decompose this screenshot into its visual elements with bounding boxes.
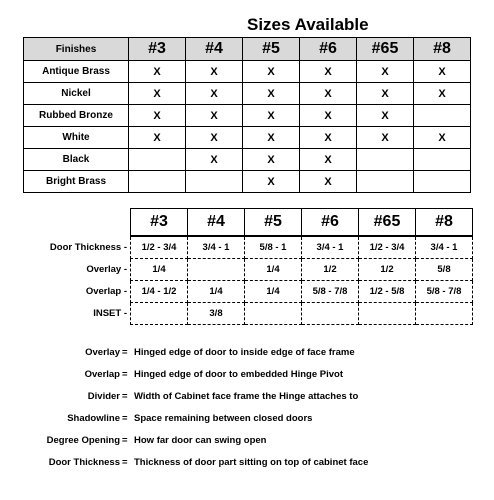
availability-cell bbox=[129, 149, 186, 171]
dimension-cell: 1/4 bbox=[188, 281, 245, 303]
dim-size-header-5: #5 bbox=[245, 209, 302, 237]
availability-cell: X bbox=[129, 83, 186, 105]
availability-cell: X bbox=[129, 127, 186, 149]
availability-cell: X bbox=[414, 61, 471, 83]
definition-equals: = bbox=[122, 435, 128, 446]
availability-cell: X bbox=[243, 171, 300, 193]
availability-cell: X bbox=[357, 83, 414, 105]
availability-cell: X bbox=[129, 61, 186, 83]
definitions-list bbox=[0, 347, 494, 479]
dimension-label: Overlap - bbox=[85, 286, 127, 297]
availability-cell: X bbox=[300, 171, 357, 193]
finish-label: White bbox=[24, 127, 129, 149]
definition-term: Divider bbox=[87, 391, 120, 402]
dimension-cell: 1/2 - 5/8 bbox=[359, 281, 416, 303]
dimension-cell: 1/4 - 1/2 bbox=[131, 281, 188, 303]
dimension-cell: 1/4 bbox=[131, 259, 188, 281]
finish-row bbox=[24, 171, 471, 193]
availability-cell: X bbox=[414, 127, 471, 149]
finish-label: Bright Brass bbox=[24, 171, 129, 193]
dimension-label: Overlay - bbox=[86, 264, 127, 275]
dimension-cell: 3/8 bbox=[188, 303, 245, 325]
finish-label: Black bbox=[24, 149, 129, 171]
availability-cell bbox=[414, 149, 471, 171]
finishes-header-row bbox=[24, 38, 471, 61]
dimension-cell: 5/8 bbox=[416, 259, 473, 281]
dim-size-header-4: #4 bbox=[188, 209, 245, 237]
availability-cell: X bbox=[357, 127, 414, 149]
availability-cell: X bbox=[129, 105, 186, 127]
definition-description: Space remaining between closed doors bbox=[134, 413, 313, 424]
availability-cell: X bbox=[186, 149, 243, 171]
availability-cell: X bbox=[186, 105, 243, 127]
size-header-4: #4 bbox=[186, 38, 243, 61]
definition-description: Thickness of door part sitting on top of cabinet face bbox=[134, 457, 369, 468]
availability-cell: X bbox=[186, 61, 243, 83]
dimensions-table bbox=[23, 208, 473, 325]
dimension-cell: 3/4 - 1 bbox=[416, 236, 473, 259]
dimension-cell: 1/4 bbox=[245, 281, 302, 303]
page-title: Sizes Available bbox=[247, 15, 369, 34]
dimension-row bbox=[23, 259, 473, 281]
dimension-cell: 1/2 bbox=[359, 259, 416, 281]
availability-cell: X bbox=[300, 105, 357, 127]
availability-cell bbox=[129, 171, 186, 193]
dimension-cell: 1/2 bbox=[302, 259, 359, 281]
dimension-cell bbox=[188, 259, 245, 281]
definition-description: Hinged edge of door to inside edge of face frame bbox=[134, 347, 355, 358]
availability-cell bbox=[186, 171, 243, 193]
availability-cell bbox=[414, 171, 471, 193]
availability-cell: X bbox=[357, 61, 414, 83]
definition-description: Width of Cabinet face frame the Hinge attaches to bbox=[134, 391, 359, 402]
finishes-table bbox=[23, 37, 471, 193]
availability-cell: X bbox=[243, 149, 300, 171]
availability-cell bbox=[357, 171, 414, 193]
finish-label: Nickel bbox=[24, 83, 129, 105]
dim-size-header-6: #6 bbox=[302, 209, 359, 237]
dim-size-header-65: #65 bbox=[359, 209, 416, 237]
dimension-row bbox=[23, 236, 473, 259]
availability-cell bbox=[414, 105, 471, 127]
availability-cell: X bbox=[414, 83, 471, 105]
availability-cell: X bbox=[300, 149, 357, 171]
size-header-8: #8 bbox=[414, 38, 471, 61]
dimension-cell bbox=[131, 303, 188, 325]
availability-cell: X bbox=[300, 127, 357, 149]
finishes-header: Finishes bbox=[24, 38, 129, 61]
availability-cell: X bbox=[357, 105, 414, 127]
size-header-65: #65 bbox=[357, 38, 414, 61]
size-header-6: #6 bbox=[300, 38, 357, 61]
availability-cell: X bbox=[300, 61, 357, 83]
availability-cell: X bbox=[300, 83, 357, 105]
availability-cell: X bbox=[186, 83, 243, 105]
finish-label: Antique Brass bbox=[24, 61, 129, 83]
dimension-cell: 5/8 - 1 bbox=[245, 236, 302, 259]
size-header-3: #3 bbox=[129, 38, 186, 61]
finish-row bbox=[24, 61, 471, 83]
dimension-row bbox=[23, 281, 473, 303]
dimension-cell: 3/4 - 1 bbox=[302, 236, 359, 259]
availability-cell: X bbox=[243, 127, 300, 149]
finish-row bbox=[24, 149, 471, 171]
definition-row bbox=[0, 413, 494, 435]
definition-equals: = bbox=[122, 347, 128, 358]
dimension-cell: 5/8 - 7/8 bbox=[302, 281, 359, 303]
definition-term: Shadowline bbox=[67, 413, 120, 424]
availability-cell: X bbox=[186, 127, 243, 149]
availability-cell: X bbox=[243, 83, 300, 105]
definition-description: How far door can swing open bbox=[134, 435, 267, 446]
finish-row bbox=[24, 105, 471, 127]
availability-cell: X bbox=[243, 105, 300, 127]
dimension-cell bbox=[359, 303, 416, 325]
dimension-cell: 1/2 - 3/4 bbox=[131, 236, 188, 259]
size-header-5: #5 bbox=[243, 38, 300, 61]
finish-row bbox=[24, 83, 471, 105]
dimension-label: INSET - bbox=[93, 308, 127, 319]
dimensions-header-blank bbox=[23, 209, 131, 237]
definition-term: Overlap bbox=[84, 369, 120, 380]
definition-equals: = bbox=[122, 369, 128, 380]
dimension-cell: 1/4 bbox=[245, 259, 302, 281]
dimension-cell bbox=[302, 303, 359, 325]
finish-label: Rubbed Bronze bbox=[24, 105, 129, 127]
dimension-cell bbox=[416, 303, 473, 325]
definition-term: Door Thickness bbox=[48, 457, 120, 468]
definition-row bbox=[0, 369, 494, 391]
dimension-row bbox=[23, 303, 473, 325]
dimension-cell: 5/8 - 7/8 bbox=[416, 281, 473, 303]
definition-row bbox=[0, 347, 494, 369]
definition-term: Degree Opening bbox=[46, 435, 120, 446]
definition-description: Hinged edge of door to embedded Hinge Pivot bbox=[134, 369, 344, 380]
definition-term: Overlay bbox=[85, 347, 120, 358]
definition-equals: = bbox=[122, 457, 128, 468]
dimension-cell: 1/2 - 3/4 bbox=[359, 236, 416, 259]
dimension-cell: 3/4 - 1 bbox=[188, 236, 245, 259]
finish-row bbox=[24, 127, 471, 149]
dim-size-header-3: #3 bbox=[131, 209, 188, 237]
definition-row bbox=[0, 457, 494, 479]
definition-row bbox=[0, 435, 494, 457]
definition-equals: = bbox=[122, 391, 128, 402]
dim-size-header-8: #8 bbox=[416, 209, 473, 237]
dimensions-header-row bbox=[23, 209, 473, 237]
definition-row bbox=[0, 391, 494, 413]
availability-cell: X bbox=[243, 61, 300, 83]
definition-equals: = bbox=[122, 413, 128, 424]
dimension-label: Door Thickness - bbox=[49, 241, 127, 253]
dimension-cell bbox=[245, 303, 302, 325]
availability-cell bbox=[357, 149, 414, 171]
